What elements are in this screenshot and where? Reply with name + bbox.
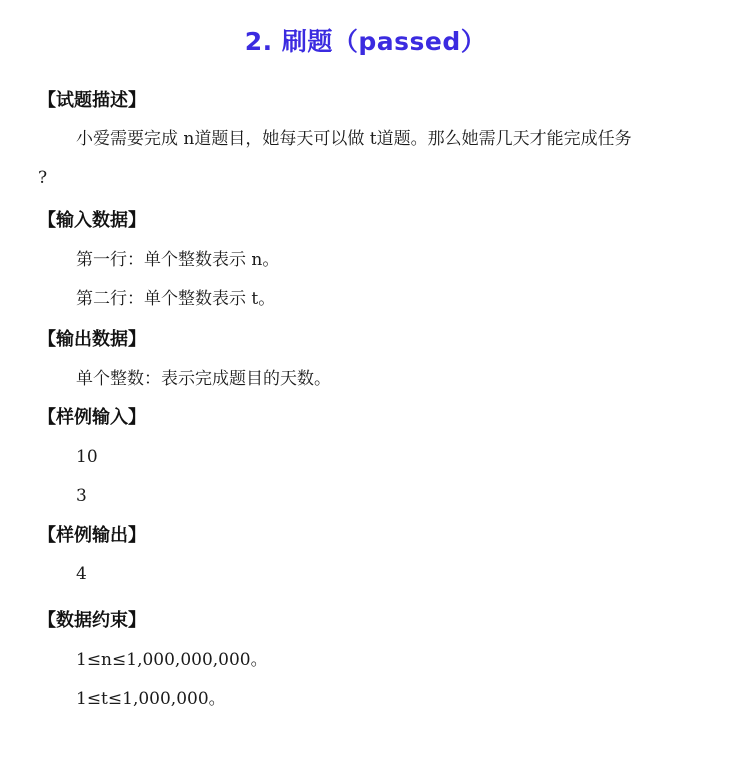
input-line-1: 第一行：单个整数表示 n。: [76, 250, 280, 270]
sample-output-line-1: 4: [76, 564, 87, 584]
sample-input-line-2: 3: [76, 486, 87, 506]
sample-output-heading: 【样例输出】: [38, 525, 146, 546]
input-line-2: 第二行：单个整数表示 t。: [76, 289, 276, 309]
description-line-1: 小爱需要完成 n道题目，她每天可以做 t道题。那么她需几天才能完成任务: [76, 129, 632, 149]
constraints-line-2: 1≤t≤1,000,000。: [76, 689, 226, 709]
sample-input-line-1: 10: [76, 447, 98, 467]
description-line-2: ?: [38, 168, 48, 188]
page-title: 2. 刷题（passed）: [244, 27, 487, 56]
description-heading: 【试题描述】: [38, 90, 146, 111]
output-line-1: 单个整数：表示完成题目的天数。: [76, 369, 331, 389]
sample-input-heading: 【样例输入】: [38, 407, 146, 428]
input-heading: 【输入数据】: [38, 210, 146, 231]
constraints-line-1: 1≤n≤1,000,000,000。: [76, 650, 268, 670]
constraints-heading: 【数据约束】: [38, 610, 146, 631]
output-heading: 【输出数据】: [38, 329, 146, 350]
